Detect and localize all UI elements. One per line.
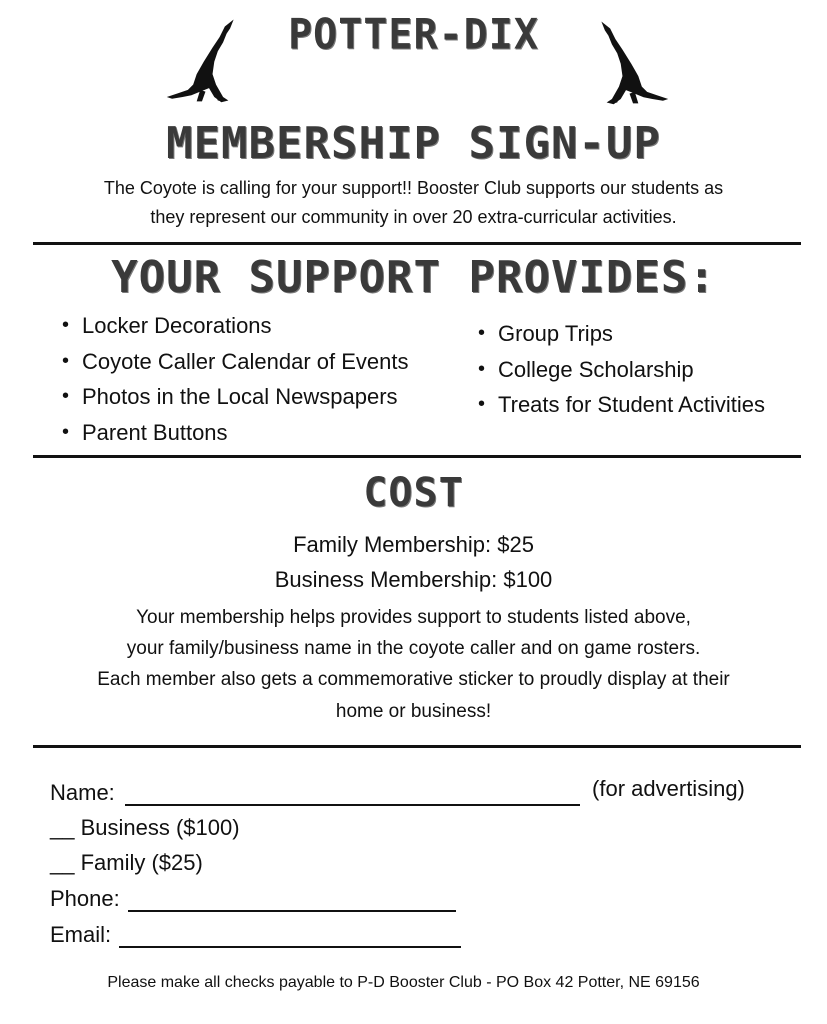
divider	[33, 745, 801, 748]
footer-note: Please make all checks payable to P-D Booster Club - PO Box 42 Potter, NE 69156	[107, 974, 700, 991]
list-item: • Parent Buttons	[62, 415, 409, 451]
cost-desc-4: home or business!	[335, 701, 492, 722]
email-row	[50, 922, 461, 948]
phone-label: Phone:	[50, 886, 120, 911]
business-option[interactable]: __ Business ($100)	[50, 815, 240, 840]
list-item: • Locker Decorations	[62, 308, 409, 344]
email-label: Email:	[50, 922, 112, 947]
name-label: Name:	[50, 780, 115, 805]
divider	[33, 455, 801, 458]
list-item: • Coyote Caller Calendar of Events	[62, 344, 409, 380]
list-item: • Group Trips	[478, 316, 765, 352]
cost-desc-1: Your membership helps provides support to students listed above,	[136, 607, 691, 628]
support-heading: YOUR SUPPORT PROVIDES:	[111, 252, 716, 303]
cost-desc-3: Each member also gets a commemorative sticker to proudly display at their	[97, 669, 730, 690]
list-item: • Treats for Student Activities	[478, 387, 765, 423]
name-field[interactable]	[125, 782, 580, 806]
support-list-left	[62, 308, 409, 450]
school-name: POTTER-DIX	[288, 10, 539, 60]
support-list-right	[478, 316, 765, 423]
family-option[interactable]: __ Family ($25)	[50, 850, 203, 875]
name-note: (for advertising)	[592, 776, 745, 801]
list-item: • Photos in the Local Newspapers	[62, 379, 409, 415]
cost-desc-2: your family/business name in the coyote caller and on game rosters.	[126, 638, 701, 659]
intro-line-2: they represent our community in over 20 extra-curricular activities.	[150, 207, 677, 227]
intro-line-1: The Coyote is calling for your support!! Booster Club supports our students as	[103, 178, 724, 198]
divider	[33, 242, 801, 245]
phone-row	[50, 886, 456, 912]
business-price: Business Membership: $100	[274, 567, 553, 592]
email-field[interactable]	[119, 924, 461, 948]
family-price: Family Membership: $25	[293, 532, 534, 557]
phone-field[interactable]	[128, 888, 456, 912]
list-item: • College Scholarship	[478, 352, 765, 388]
page-title: MEMBERSHIP SIGN-UP	[166, 118, 661, 169]
cost-heading: COST	[363, 470, 464, 516]
name-row	[50, 776, 745, 806]
